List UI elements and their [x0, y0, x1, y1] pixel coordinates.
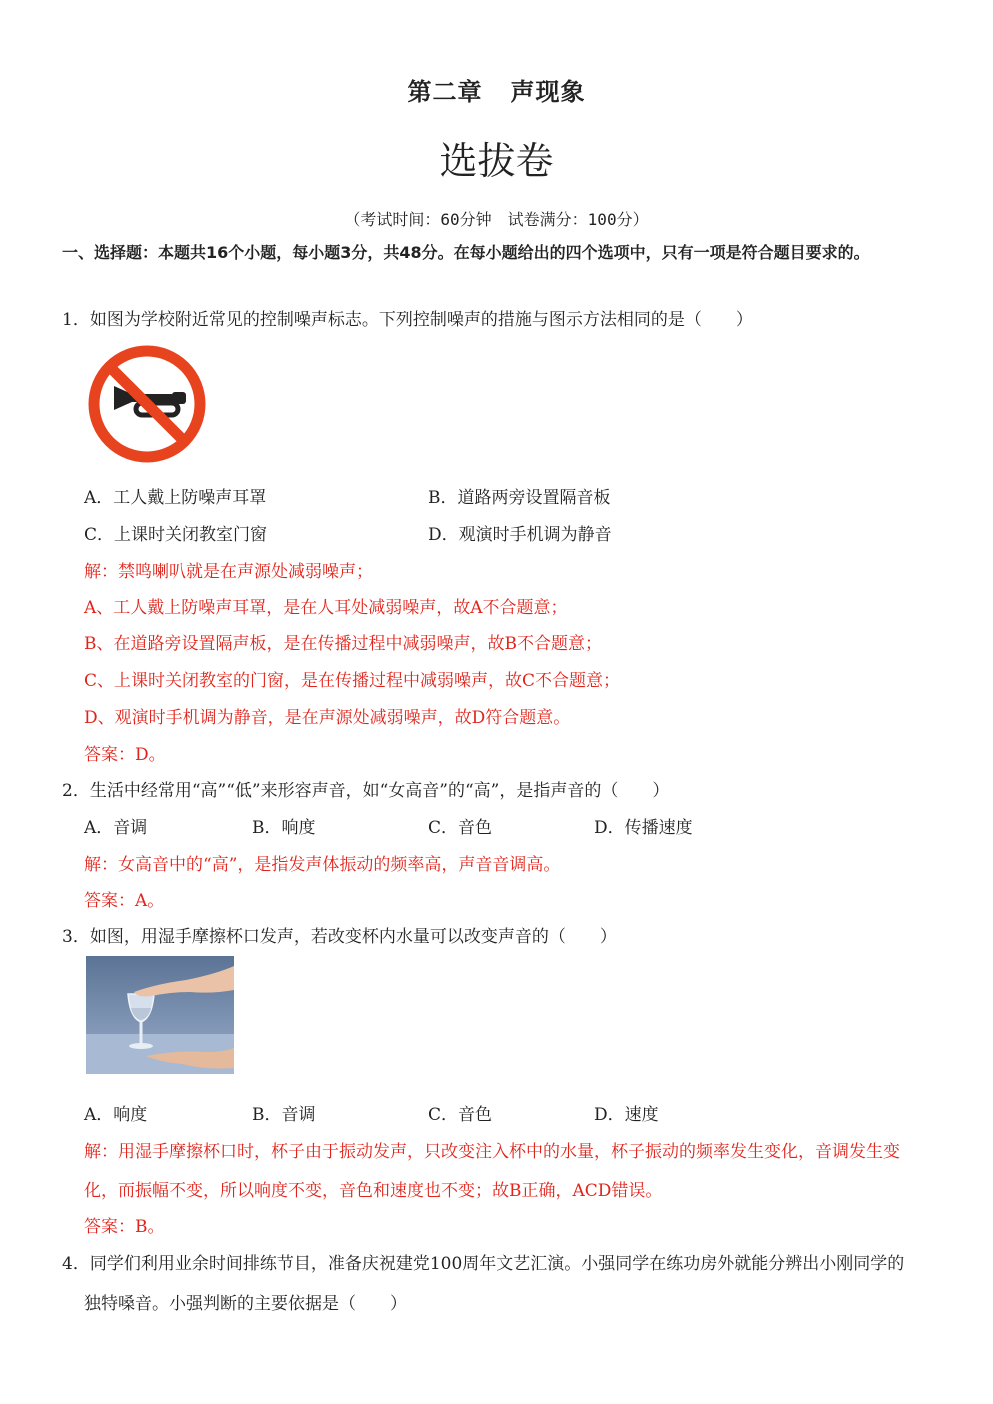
q3-answer: 答案：B。: [84, 1217, 165, 1237]
glass-hand-icon: [86, 956, 234, 1074]
q3-option-d[interactable]: D．速度: [594, 1105, 659, 1125]
q2-option-a[interactable]: A．音调: [84, 818, 148, 838]
question-4-stem-continued: 独特嗓音。小强判断的主要依据是（ ）: [84, 1294, 407, 1314]
question-2-stem: 2．生活中经常用“高”“低”来形容声音，如“女高音”的“高”，是指声音的（ ）: [62, 781, 670, 801]
chapter-name: 声现象: [510, 78, 586, 106]
page-title: 选拔卷: [439, 139, 554, 183]
q2-option-d[interactable]: D．传播速度: [594, 818, 693, 838]
q3-option-a[interactable]: A．响度: [84, 1105, 148, 1125]
q3-option-b[interactable]: B．音调: [252, 1105, 316, 1125]
q3-option-c[interactable]: C．音色: [428, 1105, 493, 1125]
q1-solution-line: 解：禁鸣喇叭就是在声源处减弱噪声；: [84, 562, 373, 582]
q1-solution-line: C、上课时关闭教室的门窗，是在传播过程中减弱噪声，故C不合题意；: [84, 671, 621, 691]
wine-glass-photo: [86, 956, 234, 1074]
q2-option-c[interactable]: C．音色: [428, 818, 493, 838]
q1-solution-line: B、在道路旁设置隔声板，是在传播过程中减弱噪声，故B不合题意；: [84, 634, 602, 654]
q2-solution-line: 解：女高音中的“高”，是指发声体振动的频率高，声音音调高。: [84, 855, 561, 875]
q3-solution-line: 解：用湿手摩擦杯口时，杯子由于振动发声，只改变注入杯中的水量，杯子振动的频率发生变化，音调发生变: [84, 1142, 900, 1162]
q1-option-a[interactable]: A．工人戴上防噪声耳罩: [84, 488, 267, 508]
q1-solution-line: A、工人戴上防噪声耳罩，是在人耳处减弱噪声，故A不合题意；: [84, 598, 568, 618]
section-heading: 一、选择题：本题共16个小题，每小题3分，共48分。在每小题给出的四个选项中，只有一项是符合题目要求的。: [62, 243, 870, 262]
q1-option-b[interactable]: B．道路两旁设置隔音板: [428, 488, 611, 508]
chapter-heading: [0, 72, 993, 107]
q1-answer: 答案：D。: [84, 745, 166, 765]
exam-info: （考试时间：60分钟 试卷满分：100分）: [344, 210, 649, 229]
q1-solution-line: D、观演时手机调为静音，是在声源处减弱噪声，故D符合题意。: [84, 708, 571, 728]
q2-option-b[interactable]: B．响度: [252, 818, 316, 838]
no-horn-icon: [86, 342, 208, 466]
q3-solution-line: 化，而振幅不变，所以响度不变，音色和速度也不变；故B正确，ACD错误。: [84, 1181, 663, 1201]
q2-answer: 答案：A。: [84, 891, 165, 911]
q1-option-c[interactable]: C．上课时关闭教室门窗: [84, 525, 268, 545]
no-horn-sign-image: [86, 342, 208, 466]
q1-option-d[interactable]: D．观演时手机调为静音: [428, 525, 612, 545]
chapter-number: 第二章: [407, 78, 483, 106]
question-4-stem: 4．同学们利用业余时间排练节目，准备庆祝建党100周年文艺汇演。小强同学在练功房外就能分辨出小刚同学的: [62, 1254, 905, 1274]
question-3-stem: 3．如图，用湿手摩擦杯口发声，若改变杯内水量可以改变声音的（ ）: [62, 927, 617, 947]
question-1-stem: 1．如图为学校附近常见的控制噪声标志。下列控制噪声的措施与图示方法相同的是（ ）: [62, 310, 753, 330]
